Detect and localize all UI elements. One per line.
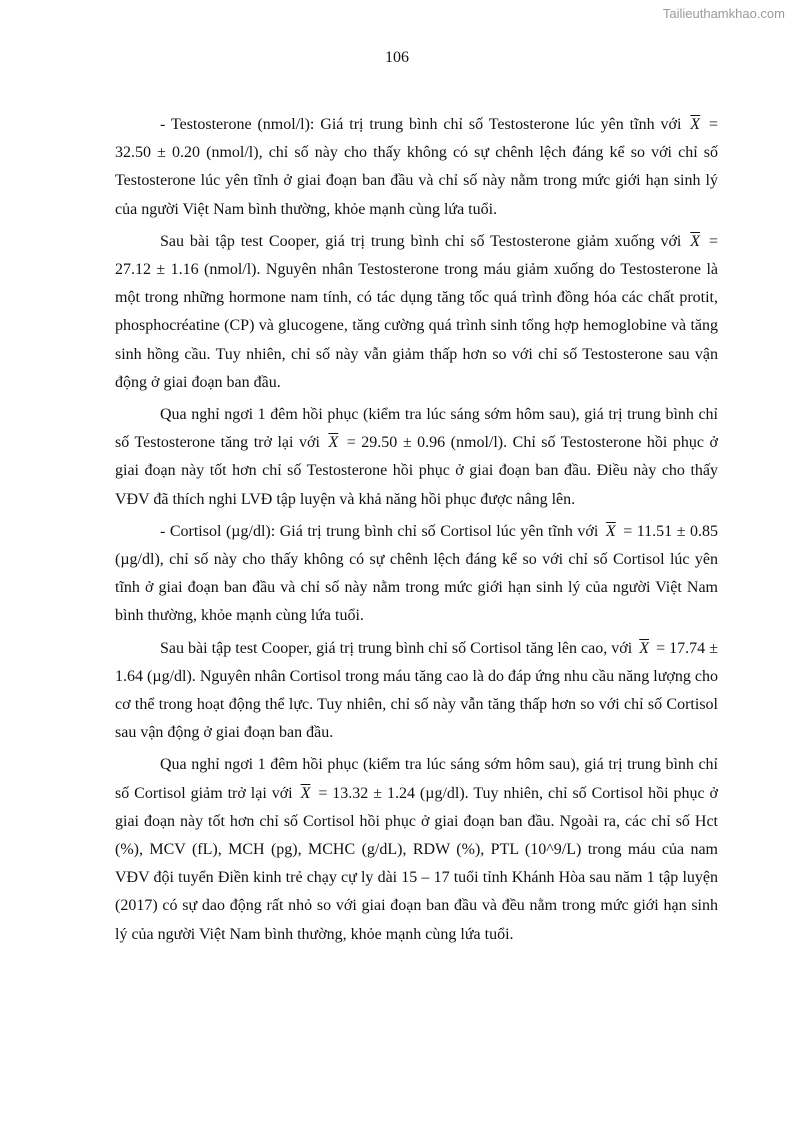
paragraph-text-after: = 11.51 ± 0.85 (µg/dl), chỉ số này cho thấy không có sự chênh lệch đáng kể so với chỉ số Cortisol lúc yên tĩnh ở giai đoạn ban đầu và chỉ số này nằm trong mức giới hạn sinh lý của người Việt Nam bình thường, khỏe mạnh cùng lứa tuổi. [115, 522, 719, 625]
mean-symbol: $\overline{X}$ [605, 522, 616, 540]
paragraph-testosterone-rest [115, 111, 718, 224]
page-number: 106 [385, 49, 409, 66]
mean-symbol: $\overline{X}$ [690, 116, 701, 133]
paragraph-text-before: - Cortisol (µg/dl): Giá trị trung bình chỉ số Cortisol lúc yên tĩnh với [160, 522, 599, 540]
paragraph-cortisol-rest [115, 518, 718, 631]
paragraph-text-before: Sau bài tập test Cooper, giá trị trung bình chỉ số Testosterone giảm xuống với [160, 232, 682, 250]
mean-symbol: $\overline{X}$ [328, 434, 339, 452]
document-body [115, 111, 718, 949]
paragraph-text-before: Qua nghỉ ngơi 1 đêm hồi phục (kiểm tra lúc sáng sớm hôm sau), giá trị trung bình chỉ số Cortisol giảm trở lại với [115, 756, 718, 802]
mean-symbol: $\overline{X}$ [690, 232, 701, 250]
paragraph-text-after: = 27.12 ± 1.16 (nmol/l). Nguyên nhân Testosterone trong máu giảm xuống do Testosterone là một trong những hormone nam tính, có tác dụng tăng tốc quá trình đồng hóa các chất protit, phosphocréatine (CP) và glucogene, tăng cường quá trình sinh tổng hợp hemoglobine và tăng sinh hồng cầu. Tuy nhiên, chỉ số này vẫn giảm thấp hơn so với chỉ số Testosterone sau vận động ở giai đoạn ban đầu. [115, 232, 719, 391]
paragraph-text-after: = 13.32 ± 1.24 (µg/dl). Tuy nhiên, chỉ số Cortisol hồi phục ở giai đoạn này tốt hơn chỉ số Cortisol hồi phục ở giai đoạn ban đầu. Ngoài ra, các chỉ số Hct (%), MCV (fL), MCH (pg), MCHC (g/dL), RDW (%), PTL (10^9/L) trong máu của nam VĐV đội tuyển Điền kinh trẻ chạy cự ly dài 15 – 17 tuổi tỉnh Khánh Hòa sau năm 1 tập luyện (2017) có sự dao động rất nhỏ so với giai đoạn ban đầu và đều nằm trong mức giới hạn sinh lý của người Việt Nam bình thường, khỏe mạnh cùng lứa tuổi. [115, 784, 719, 943]
mean-symbol: $\overline{X}$ [300, 784, 311, 802]
paragraph-text-before: Qua nghỉ ngơi 1 đêm hồi phục (kiểm tra lúc sáng sớm hôm sau), giá trị trung bình chỉ số Testosterone tăng trở lại với [115, 406, 718, 452]
paragraph-text-after: = 32.50 ± 0.20 (nmol/l), chỉ số này cho thấy không có sự chênh lệch đáng kể so với chỉ số Testosterone lúc yên tĩnh ở giai đoạn ban đầu và chỉ số này nằm trong mức giới hạn sinh lý của người Việt Nam bình thường, khỏe mạnh cùng lứa tuổi. [115, 116, 719, 218]
paragraph-testosterone-recovery [115, 401, 718, 514]
paragraph-text-before: - Testosterone (nmol/l): Giá trị trung bình chỉ số Testosterone lúc yên tĩnh với [160, 116, 682, 133]
paragraph-text-after: = 17.74 ± 1.64 (µg/dl). Nguyên nhân Cortisol trong máu tăng cao là do đáp ứng nhu cầu năng lượng cho cơ thể trong hoạt động thể lực. Tuy nhiên, chỉ số này vẫn tăng thấp hơn so với chỉ số Cortisol sau vận động ở giai đoạn ban đầu. [115, 639, 719, 742]
paragraph-text-before: Sau bài tập test Cooper, giá trị trung bình chỉ số Cortisol tăng lên cao, với [160, 639, 633, 657]
watermark: Tailieuthamkhao.com [662, 6, 785, 21]
paragraph-text-after: = 29.50 ± 0.96 (nmol/l). Chỉ số Testosterone hồi phục ở giai đoạn này tốt hơn chỉ số Testosterone hồi phục ở giai đoạn ban đầu. Điều này cho thấy VĐV đã thích nghi LVĐ tập luyện và khả năng hồi phục được nâng lên. [115, 434, 718, 508]
paragraph-testosterone-after-test [115, 228, 718, 397]
paragraph-cortisol-recovery [115, 751, 718, 948]
paragraph-cortisol-after-test [115, 635, 718, 748]
mean-symbol: $\overline{X}$ [639, 639, 650, 657]
